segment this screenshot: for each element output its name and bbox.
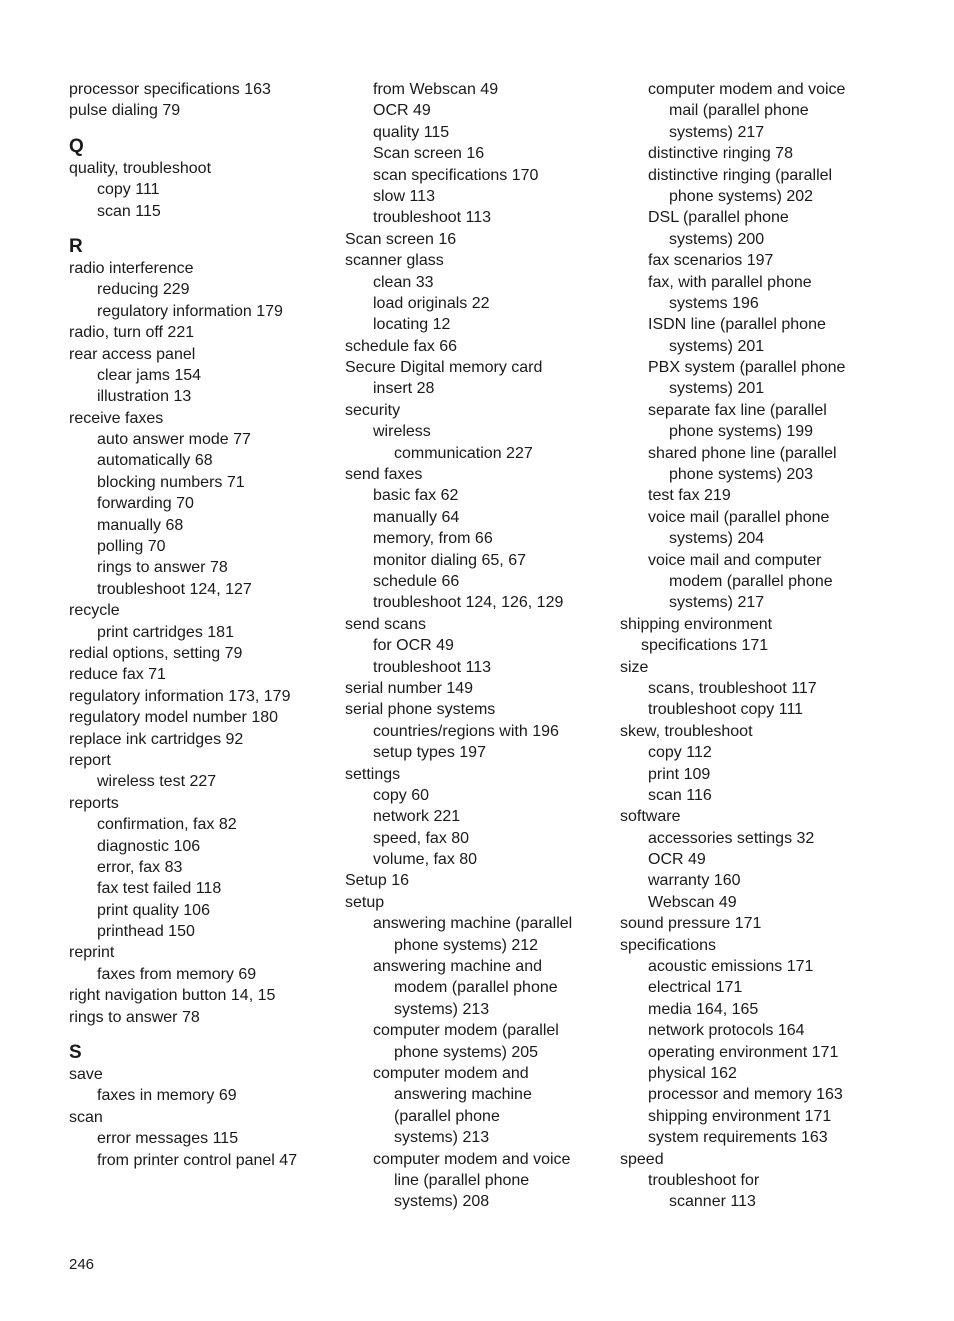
index-subentry: phone systems) 203 [669,466,814,484]
index-subentry: ISDN line (parallel phone [648,316,826,334]
index-subentry: phone systems) 202 [669,187,814,205]
index-subentry: copy 111 [97,181,160,199]
index-entry: quality, troubleshoot [69,159,212,177]
index-subentry: network protocols 164 [648,1022,805,1040]
index-subentry: printhead 150 [97,923,195,941]
index-subentry: separate fax line (parallel [648,401,827,419]
index-subentry: media 164, 165 [648,1000,759,1018]
index-entry: rings to answer 78 [69,1008,200,1026]
index-subentry: phone systems) 212 [394,936,539,954]
index-subentry: reducing 229 [97,281,190,299]
index-subentry: copy 60 [373,786,430,804]
index-subentry: systems) 213 [394,1129,490,1147]
index-subentry: faxes in memory 69 [97,1087,237,1105]
index-entry: regulatory model number 180 [69,709,279,727]
index-entry: serial phone systems [345,701,496,719]
index-subentry: setup types 197 [373,744,486,762]
index-entry: save [69,1066,103,1084]
index-subentry: modem (parallel phone [669,572,833,590]
index-subentry: illustration 13 [97,388,192,406]
index-subentry: Scan screen 16 [373,145,485,163]
index-entry: reports [69,794,119,812]
index-entry: scanner glass [345,252,444,270]
index-column-2 [345,79,615,1213]
index-entry: report [69,751,111,769]
index-subentry: automatically 68 [97,452,213,470]
index-entry: setup [345,893,385,911]
index-subentry: computer modem (parallel [373,1022,559,1040]
index-subentry: fax test failed 118 [97,880,222,898]
index-subentry: diagnostic 106 [97,837,201,855]
index-subentry: phone systems) 205 [394,1043,539,1061]
index-subentry: distinctive ringing (parallel [648,166,833,184]
index-subentry: distinctive ringing 78 [648,145,793,163]
index-entry: send faxes [345,466,423,484]
index-subentry: clean 33 [373,273,434,291]
index-subentry: OCR 49 [373,102,431,120]
index-subentry: systems) 201 [669,337,765,355]
index-subentry: troubleshoot for [648,1171,760,1189]
index-subentry: DSL (parallel phone [648,209,789,227]
index-subentry: polling 70 [97,538,166,556]
index-subentry: mail (parallel phone [669,102,809,120]
index-subentry: locating 12 [373,316,451,334]
index-subentry: manually 64 [373,508,460,526]
index-subentry: line (parallel phone [394,1171,530,1189]
index-subentry: computer modem and voice [648,81,846,98]
index-subentry: clear jams 154 [97,366,202,384]
index-subentry: print cartridges 181 [97,623,234,641]
index-subentry: systems 196 [669,294,759,312]
index-subentry: for OCR 49 [373,637,454,655]
index-subentry: Webscan 49 [648,893,737,911]
index-subentry: wireless test 227 [97,773,217,791]
index-entry: receive faxes [69,409,164,427]
index-subentry: troubleshoot copy 111 [648,701,804,719]
index-subentry: error, fax 83 [97,858,183,876]
index-entry: skew, troubleshoot [620,722,753,740]
index-subentry: insert 28 [373,380,435,398]
index-subentry: answering machine [394,1086,532,1104]
index-subentry: acoustic emissions 171 [648,958,814,976]
index-subentry: rings to answer 78 [97,559,228,577]
index-subentry: scans, troubleshoot 117 [648,679,817,697]
index-subentry: systems) 208 [394,1193,490,1211]
index-subentry: wireless [373,423,431,441]
index-subentry: monitor dialing 65, 67 [373,551,526,569]
index-entry: serial number 149 [345,679,474,697]
index-letter-heading: R [69,235,83,257]
index-subentry: memory, from 66 [373,530,493,548]
index-subentry: scan 115 [97,202,161,220]
index-entry: radio, turn off 221 [69,324,195,342]
index-subentry: scanner 113 [669,1193,756,1211]
index-entry: Secure Digital memory card [345,359,543,377]
index-subentry: confirmation, fax 82 [97,816,237,834]
index-subentry: fax scenarios 197 [648,252,774,270]
index-subentry: manually 68 [97,516,184,534]
index-subentry: systems) 204 [669,530,765,548]
index-subentry: system requirements 163 [648,1129,828,1147]
index-entry: settings [345,765,401,783]
page-number: 246 [69,1256,95,1273]
index-subentry: processor and memory 163 [648,1086,843,1104]
index-subentry: basic fax 62 [373,487,459,505]
index-subentry: communication 227 [394,444,533,462]
index-entry: reprint [69,944,115,962]
index-entry: redial options, setting 79 [69,644,243,662]
index-entry: reduce fax 71 [69,666,166,684]
index-entry: scan [69,1108,103,1126]
index-subentry: voice mail (parallel phone [648,508,830,526]
index-subentry: computer modem and [373,1064,529,1082]
index-subentry: speed, fax 80 [373,829,470,847]
index-subentry: scan 116 [648,786,712,804]
index-subentry: fax, with parallel phone [648,273,812,291]
index-subentry: troubleshoot 113 [373,658,492,676]
index-subentry: copy 112 [648,744,712,762]
index-subentry: accessories settings 32 [648,829,815,847]
index-subentry: load originals 22 [373,294,490,312]
index-subentry: forwarding 70 [97,495,194,513]
index-subentry: (parallel phone [394,1107,500,1125]
index-entry: size [620,658,649,676]
index-subentry: physical 162 [648,1064,737,1082]
index-subentry: quality 115 [373,123,450,141]
index-entry: schedule fax 66 [345,337,458,355]
index-subentry: slow 113 [373,187,435,205]
index-subentry: from Webscan 49 [373,81,499,98]
index-entry: replace ink cartridges 92 [69,730,244,748]
index-subentry: shipping environment 171 [648,1107,832,1125]
index-letter-heading: S [69,1042,82,1064]
index-subentry: operating environment 171 [648,1043,839,1061]
index-subentry: print 109 [648,765,711,783]
index-column-1 [69,79,339,1171]
index-entry: pulse dialing 79 [69,102,181,120]
index-subentry: systems) 213 [394,1000,490,1018]
index-column-3 [620,79,920,1213]
index-subentry: volume, fax 80 [373,851,478,869]
index-subentry: from printer control panel 47 [97,1151,298,1169]
index-entry: send scans [345,615,426,633]
index-subentry: error messages 115 [97,1130,239,1148]
index-subentry: voice mail and computer [648,551,822,569]
index-entry: Setup 16 [345,872,410,890]
index-subentry: warranty 160 [648,872,741,890]
index-subentry: specifications 171 [641,637,769,655]
index-subentry: computer modem and voice [373,1150,571,1168]
index-subentry: test fax 219 [648,487,731,505]
index-entry: sound pressure 171 [620,915,762,933]
index-subentry: systems) 217 [669,594,765,612]
index-entry: processor specifications 163 [69,81,271,98]
index-subentry: auto answer mode 77 [97,431,251,449]
index-subentry: troubleshoot 113 [373,209,492,227]
index-entry: speed [620,1150,664,1168]
index-entry: security [345,401,401,419]
index-entry: recycle [69,602,120,620]
index-subentry: phone systems) 199 [669,423,814,441]
index-subentry: answering machine and [373,958,542,976]
index-subentry: answering machine (parallel [373,915,573,933]
index-entry: regulatory information 173, 179 [69,687,291,705]
index-entry: software [620,808,681,826]
index-subentry: systems) 217 [669,123,765,141]
index-subentry: blocking numbers 71 [97,473,245,491]
index-letter-heading: Q [69,135,84,157]
index-subentry: PBX system (parallel phone [648,359,846,377]
index-subentry: OCR 49 [648,851,706,869]
index-subentry: regulatory information 179 [97,302,283,320]
index-subentry: systems) 200 [669,230,765,248]
index-subentry: systems) 201 [669,380,765,398]
index-subentry: countries/regions with 196 [373,722,559,740]
index-entry: Scan screen 16 [345,230,457,248]
index-subentry: print quality 106 [97,901,210,919]
index-subentry: scan specifications 170 [373,166,539,184]
index-entry: right navigation button 14, 15 [69,987,276,1005]
index-subentry: shared phone line (parallel [648,444,837,462]
index-subentry: troubleshoot 124, 127 [97,580,252,598]
index-subentry: network 221 [373,808,461,826]
index-entry: radio interference [69,259,194,277]
index-entry: rear access panel [69,345,196,363]
index-subentry: faxes from memory 69 [97,965,257,983]
index-entry: specifications [620,936,717,954]
index-entry: shipping environment [620,615,773,633]
index-subentry: electrical 171 [648,979,743,997]
index-subentry: modem (parallel phone [394,979,558,997]
index-subentry: schedule 66 [373,572,460,590]
index-subentry: troubleshoot 124, 126, 129 [373,594,564,612]
